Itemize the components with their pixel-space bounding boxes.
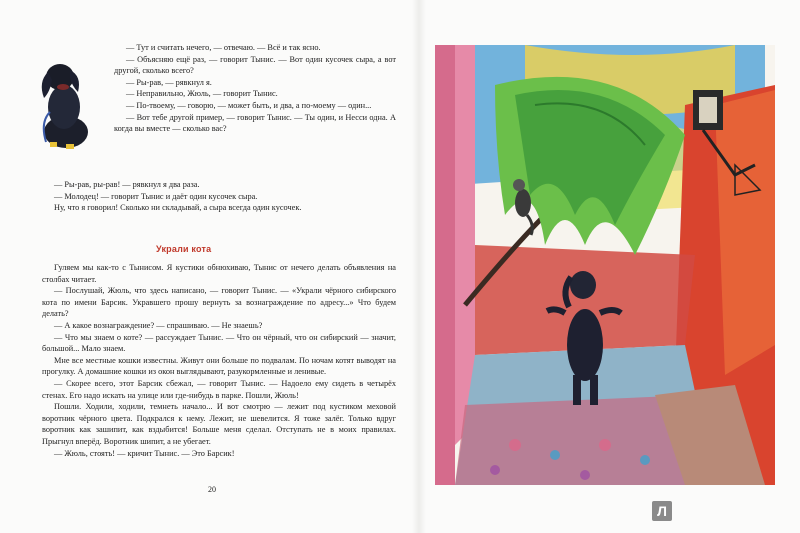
- paragraph: — Неправильно, Жюль, — говорит Тынис.: [126, 89, 278, 99]
- text-block-bottom: [42, 262, 396, 459]
- street-scene-illustration: [435, 45, 775, 485]
- paragraph: — А какое вознаграждение? — спрашиваю. — Не знаешь?: [54, 320, 263, 330]
- paragraph: — По-твоему, — говорю, — может быть, и два, а по-моему — один...: [126, 100, 372, 110]
- paragraph: — Тут и считать нечего, — отвечаю. — Всё и так ясно.: [126, 43, 321, 52]
- text-block-middle: [42, 179, 396, 214]
- left-page: [30, 20, 420, 520]
- paragraph: Пошли. Ходили, ходили, темнеть начало... И вот смотрю — лежит под кустиком меховой воротник чёрного цвета. Подкрался к нему. Лежит, не шевелится. Я тоже залёг. Только вдруг воротник как зашипит, как вздыбится! Больше меня сделал. Отступать не в моих правилах. Прыгнул вперёд. Воротник шипит, а не убегает.: [42, 402, 396, 446]
- paragraph: — Что мы знаем о коте? — рассуждает Тынис. — Что он чёрный, что он сибирский — значит, большой... Мало знаем.: [42, 332, 396, 354]
- text-block-top: [114, 42, 396, 135]
- paragraph: — Объясняю ещё раз, — говорит Тынис. — Вот один кусочек сыра, а вот другой, сколько всего?: [114, 54, 396, 76]
- paragraph: — Жюль, стоять! — кричит Тынис. — Это Барсик!: [54, 448, 235, 458]
- right-page: [420, 20, 790, 520]
- chapter-heading: Украли кота: [156, 244, 212, 254]
- paragraph: Ну, что я говорил! Сколько ни складывай, а сыра всегда один кусочек.: [54, 203, 302, 213]
- page-number: 20: [208, 485, 216, 494]
- paragraph: — Послушай, Жюль, что здесь написано, — говорит Тынис. — «Украли чёрного сибирского кота по имени Барсик. Укравшего прошу вернуть за вознаграждение по адресу...» Что будем делать?: [42, 286, 396, 319]
- paragraph: Гуляем мы как-то с Тынисом. Я кустики обнюхиваю, Тынис от нечего делать объявления на столбах читает.: [42, 263, 396, 284]
- paragraph: — Скорее всего, этот Барсик сбежал, — говорит Тынис. — Надоело ему сидеть в четырёх стенах. Его надо искать на улице или где-нибудь в парке. Пошли, Жюль!: [42, 378, 396, 400]
- paragraph: — Вот тебе другой пример, — говорит Тынис. — Ты один, и Несси одна. А когда вы вместе — сколько вас?: [114, 112, 396, 134]
- paragraph: — Ры-рав, ры-рав! — рявкнул я два раза.: [54, 180, 200, 189]
- paragraph: — Молодец! — говорит Тынис и даёт один кусочек сыра.: [54, 191, 258, 201]
- paragraph: — Ры-рав, — рявкнул я.: [126, 77, 212, 87]
- paragraph: Мне все местные кошки известны. Живут они больше по подвалам. По ночам котят выводят на прогулку. А домашние кошки из окон выглядывают, разукормленные и ленивые.: [42, 355, 396, 377]
- dog-illustration: [30, 52, 104, 152]
- publisher-logo: Л: [652, 501, 672, 521]
